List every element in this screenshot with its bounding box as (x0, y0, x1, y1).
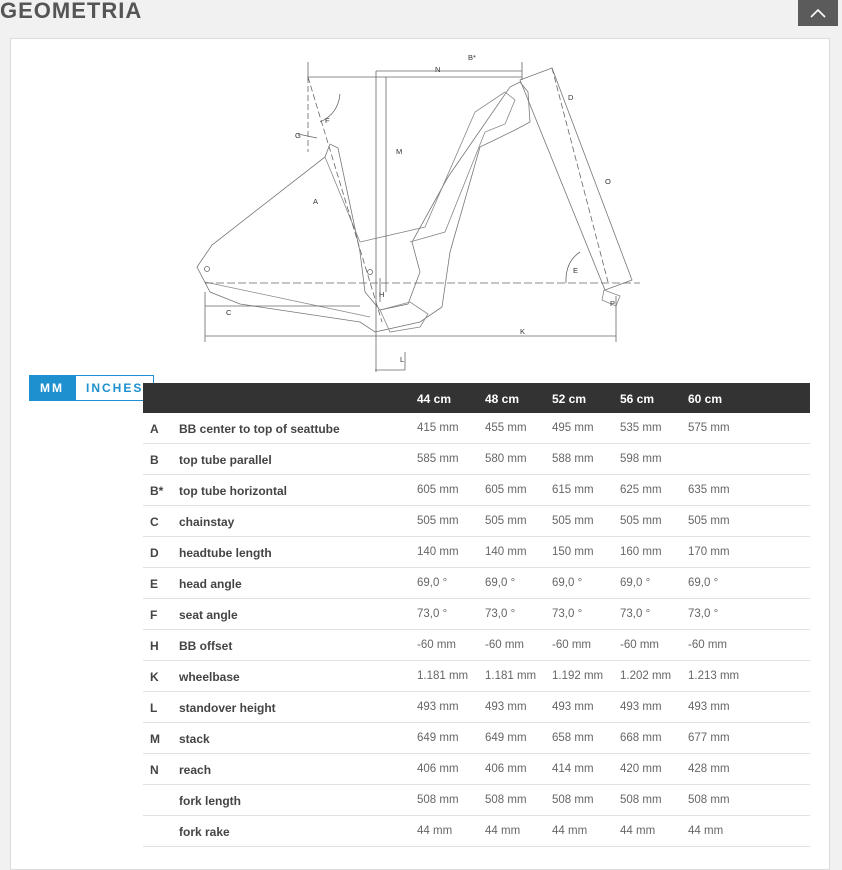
row-name: stack (179, 732, 210, 746)
dim-label-g: G (295, 131, 301, 140)
row-value: 508 mm (688, 794, 730, 806)
row-value: 69,0 ° (620, 577, 651, 589)
row-value: 605 mm (485, 484, 527, 496)
size-header: 56 cm (620, 392, 655, 406)
row-value: 625 mm (620, 484, 662, 496)
row-value: 505 mm (620, 515, 662, 527)
row-value: 73,0 ° (417, 608, 448, 620)
row-name: top tube parallel (179, 453, 272, 467)
row-value: 605 mm (417, 484, 459, 496)
table-row (143, 413, 810, 444)
table-row (143, 506, 810, 537)
dim-label-n: N (435, 65, 441, 74)
size-header: 60 cm (688, 392, 723, 406)
row-value: 649 mm (417, 732, 459, 744)
dim-label-k: K (520, 327, 526, 336)
row-value: -60 mm (620, 639, 659, 651)
chevron-up-icon (810, 8, 826, 18)
row-letter: C (150, 515, 159, 529)
row-value: 493 mm (417, 701, 459, 713)
row-value: 420 mm (620, 763, 662, 775)
row-value: 69,0 ° (485, 577, 516, 589)
row-letter: N (150, 763, 159, 777)
section-title: GEOMETRIA (0, 0, 143, 23)
row-value: 505 mm (485, 515, 527, 527)
row-value: 73,0 ° (485, 608, 516, 620)
row-name: headtube length (179, 546, 272, 560)
row-value: 1.192 mm (552, 670, 604, 682)
dim-label-d: D (568, 93, 574, 102)
row-value: 493 mm (688, 701, 730, 713)
dim-label-p: P (610, 299, 616, 308)
row-value: 1.181 mm (485, 670, 537, 682)
geometry-table (143, 383, 810, 847)
unit-toggle (29, 375, 154, 401)
table-row (143, 785, 810, 816)
row-value: 585 mm (417, 453, 459, 465)
unit-mm-button[interactable]: MM (29, 375, 75, 401)
row-name: reach (179, 763, 212, 777)
row-name: top tube horizontal (179, 484, 287, 498)
row-value: 44 mm (688, 825, 724, 837)
row-value: 44 mm (417, 825, 453, 837)
row-value: -60 mm (417, 639, 456, 651)
row-value: 415 mm (417, 422, 459, 434)
row-value: 406 mm (417, 763, 459, 775)
table-header (143, 383, 810, 413)
table-row (143, 444, 810, 475)
row-name: BB offset (179, 639, 233, 653)
size-header: 44 cm (417, 392, 452, 406)
row-value: 575 mm (688, 422, 730, 434)
row-value: 505 mm (552, 515, 594, 527)
row-value: 508 mm (485, 794, 527, 806)
row-value: 69,0 ° (552, 577, 583, 589)
row-letter: D (150, 546, 159, 560)
row-value: 140 mm (417, 546, 459, 558)
row-name: seat angle (179, 608, 238, 622)
row-value: 73,0 ° (620, 608, 651, 620)
dim-label-l: L (400, 355, 405, 364)
row-value: 170 mm (688, 546, 730, 558)
row-value: -60 mm (688, 639, 727, 651)
row-value: 649 mm (485, 732, 527, 744)
row-name: fork rake (179, 825, 230, 839)
dim-label-h: H (379, 290, 385, 299)
row-letter: F (150, 608, 158, 622)
row-name: chainstay (179, 515, 235, 529)
dim-label-m: M (396, 147, 403, 156)
dim-label-f: F (325, 116, 330, 125)
row-letter: L (150, 701, 158, 715)
row-value: 44 mm (620, 825, 656, 837)
row-value: 455 mm (485, 422, 527, 434)
row-value: 508 mm (417, 794, 459, 806)
size-header: 52 cm (552, 392, 587, 406)
row-value: 495 mm (552, 422, 594, 434)
row-value: 658 mm (552, 732, 594, 744)
row-value: 1.213 mm (688, 670, 740, 682)
unit-inches-button[interactable]: INCHES (75, 375, 154, 401)
row-value: 406 mm (485, 763, 527, 775)
row-value: 69,0 ° (688, 577, 719, 589)
row-value: 69,0 ° (417, 577, 448, 589)
row-value: 505 mm (417, 515, 459, 527)
row-value: 73,0 ° (688, 608, 719, 620)
row-name: fork length (179, 794, 241, 808)
table-row (143, 692, 810, 723)
frame-geometry-diagram (180, 52, 650, 377)
table-row (143, 754, 810, 785)
row-name: head angle (179, 577, 242, 591)
dim-label-b-star: B* (468, 53, 476, 62)
table-row (143, 475, 810, 506)
row-letter: B* (150, 484, 164, 498)
row-value: 598 mm (620, 453, 662, 465)
row-value: 580 mm (485, 453, 527, 465)
row-value: 140 mm (485, 546, 527, 558)
table-row (143, 568, 810, 599)
row-name: wheelbase (179, 670, 240, 684)
row-value: 493 mm (485, 701, 527, 713)
row-name: standover height (179, 701, 276, 715)
row-value: 505 mm (688, 515, 730, 527)
dim-label-e: E (573, 266, 579, 275)
row-value: 1.202 mm (620, 670, 672, 682)
row-value: 160 mm (620, 546, 662, 558)
table-row (143, 816, 810, 847)
row-value: 615 mm (552, 484, 594, 496)
row-value: 493 mm (552, 701, 594, 713)
row-value: 1.181 mm (417, 670, 469, 682)
row-letter: M (150, 732, 160, 746)
row-letter: A (150, 422, 159, 436)
row-value: 73,0 ° (552, 608, 583, 620)
dim-label-o: O (605, 177, 611, 186)
row-value: 428 mm (688, 763, 730, 775)
row-value: -60 mm (485, 639, 524, 651)
size-header: 48 cm (485, 392, 520, 406)
collapse-button[interactable] (798, 0, 838, 26)
row-value: 150 mm (552, 546, 594, 558)
row-value: 588 mm (552, 453, 594, 465)
dim-label-a: A (313, 197, 319, 206)
row-name: BB center to top of seattube (179, 422, 340, 436)
row-letter: E (150, 577, 159, 591)
row-letter: H (150, 639, 159, 653)
table-row (143, 661, 810, 692)
row-value: 668 mm (620, 732, 662, 744)
row-value: 508 mm (552, 794, 594, 806)
row-value: 44 mm (552, 825, 588, 837)
row-value: 535 mm (620, 422, 662, 434)
dim-label-c: C (226, 308, 232, 317)
row-letter: B (150, 453, 159, 467)
row-value: 677 mm (688, 732, 730, 744)
table-row (143, 599, 810, 630)
row-value: 414 mm (552, 763, 594, 775)
row-value: 508 mm (620, 794, 662, 806)
table-row (143, 537, 810, 568)
row-value: -60 mm (552, 639, 591, 651)
table-row (143, 630, 810, 661)
row-value: 635 mm (688, 484, 730, 496)
row-value: 493 mm (620, 701, 662, 713)
table-row (143, 723, 810, 754)
row-letter: K (150, 670, 159, 684)
row-value: 44 mm (485, 825, 521, 837)
